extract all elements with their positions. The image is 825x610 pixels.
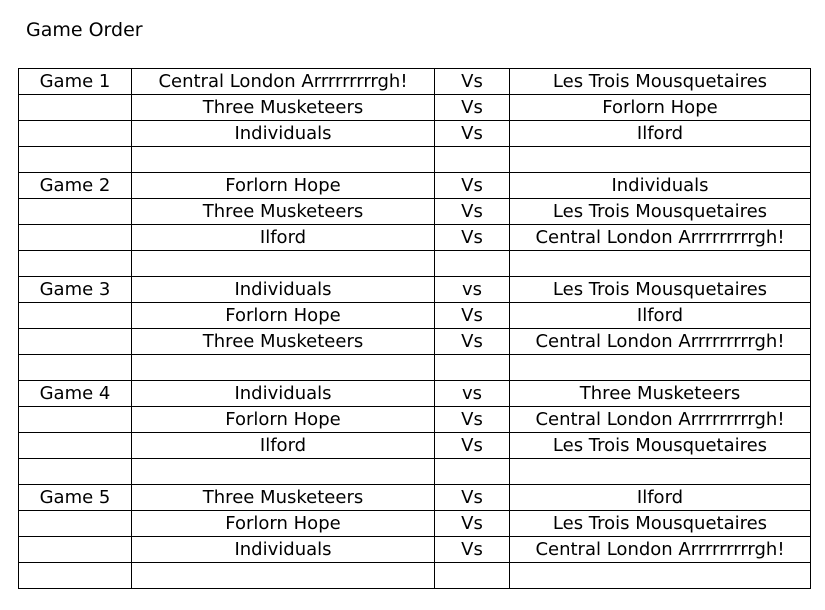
home-team-cell: Central London Arrrrrrrrrgh! xyxy=(132,69,435,95)
table-row xyxy=(19,511,811,537)
table-row xyxy=(19,433,811,459)
document-title: Game Order xyxy=(26,19,143,41)
table-row xyxy=(19,95,811,121)
spacer-row xyxy=(19,147,811,173)
away-team-cell: Three Musketeers xyxy=(510,381,811,407)
versus-cell: Vs xyxy=(435,485,510,511)
versus-cell: vs xyxy=(435,381,510,407)
empty-cell xyxy=(510,355,811,381)
empty-cell xyxy=(435,459,510,485)
away-team-cell: Central London Arrrrrrrrrgh! xyxy=(510,329,811,355)
home-team-cell: Forlorn Hope xyxy=(132,173,435,199)
empty-cell xyxy=(19,537,132,563)
versus-cell: Vs xyxy=(435,225,510,251)
game-label-cell: Game 4 xyxy=(19,381,132,407)
game-label-cell: Game 5 xyxy=(19,485,132,511)
versus-cell: Vs xyxy=(435,95,510,121)
empty-cell xyxy=(19,121,132,147)
away-team-cell: Individuals xyxy=(510,173,811,199)
table-row xyxy=(19,381,811,407)
away-team-cell: Les Trois Mousquetaires xyxy=(510,511,811,537)
versus-cell: Vs xyxy=(435,303,510,329)
empty-cell xyxy=(19,251,132,277)
home-team-cell: Forlorn Hope xyxy=(132,511,435,537)
game-label-cell: Game 1 xyxy=(19,69,132,95)
away-team-cell: Central London Arrrrrrrrrgh! xyxy=(510,407,811,433)
empty-cell xyxy=(19,563,132,589)
empty-cell xyxy=(19,95,132,121)
versus-cell: Vs xyxy=(435,69,510,95)
table-row xyxy=(19,537,811,563)
away-team-cell: Forlorn Hope xyxy=(510,95,811,121)
empty-cell xyxy=(19,459,132,485)
versus-cell: Vs xyxy=(435,199,510,225)
home-team-cell: Individuals xyxy=(132,277,435,303)
home-team-cell: Individuals xyxy=(132,121,435,147)
empty-cell xyxy=(19,199,132,225)
table-row xyxy=(19,199,811,225)
empty-cell xyxy=(510,459,811,485)
empty-cell xyxy=(19,147,132,173)
spacer-row xyxy=(19,251,811,277)
empty-cell xyxy=(435,355,510,381)
home-team-cell: Individuals xyxy=(132,381,435,407)
home-team-cell: Ilford xyxy=(132,433,435,459)
versus-cell: Vs xyxy=(435,329,510,355)
home-team-cell: Forlorn Hope xyxy=(132,407,435,433)
home-team-cell: Forlorn Hope xyxy=(132,303,435,329)
empty-cell xyxy=(19,511,132,537)
away-team-cell: Central London Arrrrrrrrrgh! xyxy=(510,537,811,563)
empty-cell xyxy=(132,147,435,173)
away-team-cell: Les Trois Mousquetaires xyxy=(510,277,811,303)
versus-cell: vs xyxy=(435,277,510,303)
away-team-cell: Les Trois Mousquetaires xyxy=(510,433,811,459)
home-team-cell: Three Musketeers xyxy=(132,95,435,121)
table-row xyxy=(19,173,811,199)
table-row xyxy=(19,69,811,95)
away-team-cell: Central London Arrrrrrrrrgh! xyxy=(510,225,811,251)
spacer-row xyxy=(19,355,811,381)
empty-cell xyxy=(510,563,811,589)
game-label-cell: Game 3 xyxy=(19,277,132,303)
empty-cell xyxy=(132,355,435,381)
versus-cell: Vs xyxy=(435,511,510,537)
spacer-row xyxy=(19,459,811,485)
table-row xyxy=(19,225,811,251)
empty-cell xyxy=(435,563,510,589)
table-row xyxy=(19,485,811,511)
home-team-cell: Individuals xyxy=(132,537,435,563)
spacer-row xyxy=(19,563,811,589)
empty-cell xyxy=(510,251,811,277)
table-row xyxy=(19,407,811,433)
empty-cell xyxy=(19,303,132,329)
home-team-cell: Three Musketeers xyxy=(132,199,435,225)
versus-cell: Vs xyxy=(435,173,510,199)
empty-cell xyxy=(132,563,435,589)
game-order-table-body xyxy=(19,69,811,589)
empty-cell xyxy=(132,459,435,485)
home-team-cell: Three Musketeers xyxy=(132,485,435,511)
versus-cell: Vs xyxy=(435,433,510,459)
game-label-cell: Game 2 xyxy=(19,173,132,199)
versus-cell: Vs xyxy=(435,121,510,147)
away-team-cell: Ilford xyxy=(510,303,811,329)
empty-cell xyxy=(19,329,132,355)
table-row xyxy=(19,303,811,329)
versus-cell: Vs xyxy=(435,537,510,563)
empty-cell xyxy=(19,407,132,433)
table-row xyxy=(19,121,811,147)
away-team-cell: Les Trois Mousquetaires xyxy=(510,69,811,95)
empty-cell xyxy=(510,147,811,173)
home-team-cell: Three Musketeers xyxy=(132,329,435,355)
away-team-cell: Ilford xyxy=(510,485,811,511)
empty-cell xyxy=(435,251,510,277)
away-team-cell: Les Trois Mousquetaires xyxy=(510,199,811,225)
empty-cell xyxy=(19,355,132,381)
empty-cell xyxy=(19,225,132,251)
table-row xyxy=(19,277,811,303)
empty-cell xyxy=(19,433,132,459)
home-team-cell: Ilford xyxy=(132,225,435,251)
away-team-cell: Ilford xyxy=(510,121,811,147)
empty-cell xyxy=(132,251,435,277)
game-order-table xyxy=(18,68,811,589)
versus-cell: Vs xyxy=(435,407,510,433)
empty-cell xyxy=(435,147,510,173)
table-row xyxy=(19,329,811,355)
